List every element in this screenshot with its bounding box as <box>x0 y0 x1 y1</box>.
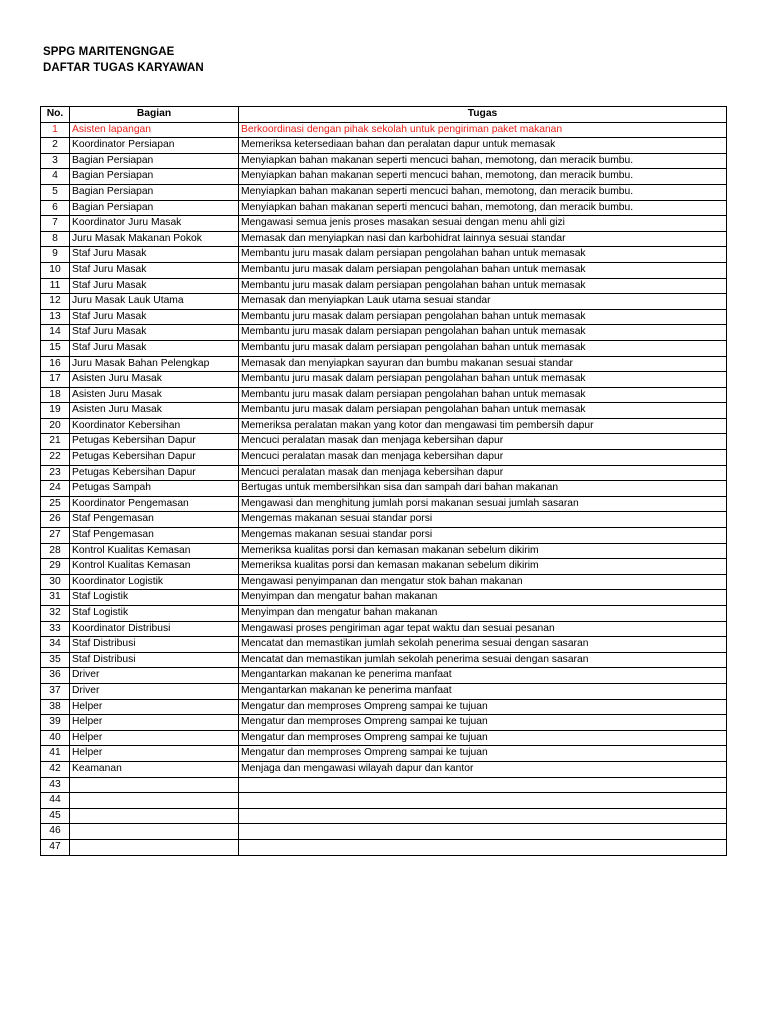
table-row <box>41 403 727 419</box>
table-row <box>41 153 727 169</box>
cell-bagian: Bagian Persiapan <box>70 184 239 200</box>
table-row <box>41 481 727 497</box>
table-row <box>41 543 727 559</box>
cell-no: 14 <box>41 325 70 341</box>
org-name: SPPG MARITENGNGAE <box>43 46 175 58</box>
cell-tugas: Menyiapkan bahan makanan seperti mencuci bahan, memotong, dan meracik bumbu. <box>239 184 727 200</box>
cell-no: 37 <box>41 683 70 699</box>
cell-no: 12 <box>41 294 70 310</box>
cell-tugas: Membantu juru masak dalam persiapan pengolahan bahan untuk memasak <box>239 403 727 419</box>
cell-no: 46 <box>41 824 70 840</box>
cell-tugas: Mengatur dan memproses Ompreng sampai ke tujuan <box>239 746 727 762</box>
cell-tugas: Mengawasi dan menghitung jumlah porsi makanan sesuai jumlah sasaran <box>239 496 727 512</box>
task-rows <box>41 122 727 855</box>
table-row <box>41 559 727 575</box>
cell-tugas: Membantu juru masak dalam persiapan pengolahan bahan untuk memasak <box>239 278 727 294</box>
cell-no: 11 <box>41 278 70 294</box>
cell-bagian: Staf Logistik <box>70 606 239 622</box>
table-row <box>41 262 727 278</box>
cell-bagian <box>70 808 239 824</box>
cell-no: 15 <box>41 340 70 356</box>
table-row <box>41 496 727 512</box>
table-row <box>41 668 727 684</box>
cell-tugas: Memasak dan menyiapkan Lauk utama sesuai standar <box>239 294 727 310</box>
table-row <box>41 652 727 668</box>
cell-bagian: Staf Distribusi <box>70 652 239 668</box>
cell-bagian: Staf Logistik <box>70 590 239 606</box>
cell-no: 16 <box>41 356 70 372</box>
cell-tugas: Mengantarkan makanan ke penerima manfaat <box>239 683 727 699</box>
cell-no: 19 <box>41 403 70 419</box>
table-row <box>41 372 727 388</box>
cell-bagian: Asisten Juru Masak <box>70 372 239 388</box>
cell-bagian: Asisten lapangan <box>70 122 239 138</box>
cell-tugas: Mencuci peralatan masak dan menjaga kebersihan dapur <box>239 465 727 481</box>
table-row <box>41 715 727 731</box>
table-row <box>41 450 727 466</box>
cell-tugas: Mencatat dan memastikan jumlah sekolah penerima sesuai dengan sasaran <box>239 652 727 668</box>
cell-tugas <box>239 808 727 824</box>
table-row <box>41 309 727 325</box>
cell-bagian: Petugas Kebersihan Dapur <box>70 465 239 481</box>
cell-bagian: Staf Pengemasan <box>70 528 239 544</box>
cell-tugas: Menjaga dan mengawasi wilayah dapur dan kantor <box>239 761 727 777</box>
cell-tugas: Memasak dan menyiapkan sayuran dan bumbu makanan sesuai standar <box>239 356 727 372</box>
cell-no: 21 <box>41 434 70 450</box>
cell-tugas: Mengantarkan makanan ke penerima manfaat <box>239 668 727 684</box>
table-row <box>41 574 727 590</box>
cell-tugas: Mencatat dan memastikan jumlah sekolah penerima sesuai dengan sasaran <box>239 637 727 653</box>
cell-tugas <box>239 777 727 793</box>
cell-bagian: Koordinator Persiapan <box>70 138 239 154</box>
cell-no: 6 <box>41 200 70 216</box>
table-row <box>41 465 727 481</box>
cell-no: 29 <box>41 559 70 575</box>
cell-tugas: Menyimpan dan mengatur bahan makanan <box>239 606 727 622</box>
cell-tugas: Mengatur dan memproses Ompreng sampai ke tujuan <box>239 699 727 715</box>
cell-bagian: Staf Distribusi <box>70 637 239 653</box>
table-row <box>41 231 727 247</box>
cell-no: 5 <box>41 184 70 200</box>
cell-bagian: Asisten Juru Masak <box>70 403 239 419</box>
cell-no: 25 <box>41 496 70 512</box>
table-row <box>41 340 727 356</box>
cell-bagian: Staf Juru Masak <box>70 309 239 325</box>
cell-tugas: Memasak dan menyiapkan nasi dan karbohidrat lainnya sesuai standar <box>239 231 727 247</box>
column-header-bagian: Bagian <box>70 107 239 123</box>
cell-tugas: Mengemas makanan sesuai standar porsi <box>239 528 727 544</box>
table-row <box>41 325 727 341</box>
cell-bagian: Staf Juru Masak <box>70 247 239 263</box>
table-row <box>41 512 727 528</box>
cell-no: 41 <box>41 746 70 762</box>
cell-no: 30 <box>41 574 70 590</box>
cell-tugas: Mencuci peralatan masak dan menjaga kebersihan dapur <box>239 450 727 466</box>
cell-tugas: Berkoordinasi dengan pihak sekolah untuk pengiriman paket makanan <box>239 122 727 138</box>
cell-no: 8 <box>41 231 70 247</box>
cell-tugas: Mengawasi semua jenis proses masakan sesuai dengan menu ahli gizi <box>239 216 727 232</box>
table-row <box>41 808 727 824</box>
table-row <box>41 278 727 294</box>
cell-bagian: Keamanan <box>70 761 239 777</box>
cell-tugas <box>239 793 727 809</box>
cell-bagian <box>70 777 239 793</box>
cell-bagian: Petugas Sampah <box>70 481 239 497</box>
cell-tugas: Membantu juru masak dalam persiapan pengolahan bahan untuk memasak <box>239 325 727 341</box>
table-row <box>41 746 727 762</box>
cell-no: 36 <box>41 668 70 684</box>
cell-tugas: Menyiapkan bahan makanan seperti mencuci bahan, memotong, dan meracik bumbu. <box>239 169 727 185</box>
cell-tugas: Bertugas untuk membersihkan sisa dan sampah dari bahan makanan <box>239 481 727 497</box>
cell-tugas: Memeriksa ketersediaan bahan dan peralatan dapur untuk memasak <box>239 138 727 154</box>
cell-tugas <box>239 824 727 840</box>
table-row <box>41 387 727 403</box>
cell-tugas: Membantu juru masak dalam persiapan pengolahan bahan untuk memasak <box>239 340 727 356</box>
cell-bagian: Koordinator Logistik <box>70 574 239 590</box>
table-row <box>41 216 727 232</box>
cell-tugas: Mengatur dan memproses Ompreng sampai ke tujuan <box>239 715 727 731</box>
column-header-no: No. <box>41 107 70 123</box>
cell-bagian: Koordinator Distribusi <box>70 621 239 637</box>
cell-tugas: Membantu juru masak dalam persiapan pengolahan bahan untuk memasak <box>239 309 727 325</box>
task-table <box>40 106 727 856</box>
cell-no: 27 <box>41 528 70 544</box>
cell-tugas: Menyiapkan bahan makanan seperti mencuci bahan, memotong, dan meracik bumbu. <box>239 153 727 169</box>
cell-no: 31 <box>41 590 70 606</box>
table-row <box>41 294 727 310</box>
cell-bagian: Juru Masak Lauk Utama <box>70 294 239 310</box>
cell-no: 28 <box>41 543 70 559</box>
table-row <box>41 839 727 855</box>
table-row <box>41 200 727 216</box>
cell-bagian: Staf Pengemasan <box>70 512 239 528</box>
cell-no: 38 <box>41 699 70 715</box>
cell-bagian: Helper <box>70 699 239 715</box>
cell-no: 9 <box>41 247 70 263</box>
cell-tugas: Mengatur dan memproses Ompreng sampai ke tujuan <box>239 730 727 746</box>
cell-bagian: Kontrol Kualitas Kemasan <box>70 543 239 559</box>
table-row <box>41 730 727 746</box>
cell-bagian: Bagian Persiapan <box>70 200 239 216</box>
cell-tugas: Memeriksa kualitas porsi dan kemasan makanan sebelum dikirim <box>239 559 727 575</box>
table-row <box>41 621 727 637</box>
table-row <box>41 761 727 777</box>
cell-no: 1 <box>41 122 70 138</box>
table-row <box>41 356 727 372</box>
cell-tugas: Menyimpan dan mengatur bahan makanan <box>239 590 727 606</box>
cell-no: 47 <box>41 839 70 855</box>
table-row <box>41 247 727 263</box>
table-row <box>41 169 727 185</box>
cell-tugas: Membantu juru masak dalam persiapan pengolahan bahan untuk memasak <box>239 247 727 263</box>
table-row <box>41 528 727 544</box>
table-header-row <box>41 107 727 123</box>
table-row <box>41 138 727 154</box>
cell-tugas: Menyiapkan bahan makanan seperti mencuci bahan, memotong, dan meracik bumbu. <box>239 200 727 216</box>
cell-tugas: Mengemas makanan sesuai standar porsi <box>239 512 727 528</box>
cell-no: 32 <box>41 606 70 622</box>
cell-bagian: Kontrol Kualitas Kemasan <box>70 559 239 575</box>
cell-no: 4 <box>41 169 70 185</box>
cell-bagian: Helper <box>70 746 239 762</box>
cell-no: 10 <box>41 262 70 278</box>
cell-bagian: Staf Juru Masak <box>70 340 239 356</box>
cell-no: 33 <box>41 621 70 637</box>
cell-bagian: Driver <box>70 683 239 699</box>
cell-bagian <box>70 793 239 809</box>
cell-bagian: Petugas Kebersihan Dapur <box>70 450 239 466</box>
cell-bagian <box>70 824 239 840</box>
table-row <box>41 777 727 793</box>
cell-no: 42 <box>41 761 70 777</box>
cell-tugas <box>239 839 727 855</box>
cell-bagian: Helper <box>70 730 239 746</box>
cell-bagian: Staf Juru Masak <box>70 325 239 341</box>
cell-bagian: Petugas Kebersihan Dapur <box>70 434 239 450</box>
table-row <box>41 606 727 622</box>
cell-no: 18 <box>41 387 70 403</box>
cell-no: 44 <box>41 793 70 809</box>
cell-tugas: Membantu juru masak dalam persiapan pengolahan bahan untuk memasak <box>239 372 727 388</box>
cell-no: 7 <box>41 216 70 232</box>
table-row <box>41 184 727 200</box>
table-row <box>41 590 727 606</box>
column-header-tugas: Tugas <box>239 107 727 123</box>
cell-tugas: Memeriksa peralatan makan yang kotor dan mengawasi tim pembersih dapur <box>239 418 727 434</box>
cell-no: 35 <box>41 652 70 668</box>
table-row <box>41 122 727 138</box>
cell-bagian: Staf Juru Masak <box>70 278 239 294</box>
cell-bagian: Driver <box>70 668 239 684</box>
cell-no: 39 <box>41 715 70 731</box>
cell-no: 22 <box>41 450 70 466</box>
cell-bagian: Bagian Persiapan <box>70 153 239 169</box>
cell-tugas: Mengawasi penyimpanan dan mengatur stok bahan makanan <box>239 574 727 590</box>
table-row <box>41 824 727 840</box>
cell-no: 24 <box>41 481 70 497</box>
cell-no: 20 <box>41 418 70 434</box>
table-row <box>41 699 727 715</box>
cell-bagian: Staf Juru Masak <box>70 262 239 278</box>
cell-tugas: Memeriksa kualitas porsi dan kemasan makanan sebelum dikirim <box>239 543 727 559</box>
table-row <box>41 434 727 450</box>
document-title: DAFTAR TUGAS KARYAWAN <box>43 62 204 74</box>
cell-no: 23 <box>41 465 70 481</box>
cell-bagian: Helper <box>70 715 239 731</box>
cell-bagian: Asisten Juru Masak <box>70 387 239 403</box>
cell-no: 26 <box>41 512 70 528</box>
document-header <box>43 44 204 76</box>
table-row <box>41 683 727 699</box>
cell-no: 45 <box>41 808 70 824</box>
cell-tugas: Membantu juru masak dalam persiapan pengolahan bahan untuk memasak <box>239 387 727 403</box>
cell-no: 3 <box>41 153 70 169</box>
cell-tugas: Mengawasi proses pengiriman agar tepat waktu dan sesuai pesanan <box>239 621 727 637</box>
cell-bagian: Bagian Persiapan <box>70 169 239 185</box>
cell-no: 13 <box>41 309 70 325</box>
cell-bagian <box>70 839 239 855</box>
cell-bagian: Koordinator Pengemasan <box>70 496 239 512</box>
cell-bagian: Juru Masak Makanan Pokok <box>70 231 239 247</box>
cell-bagian: Koordinator Juru Masak <box>70 216 239 232</box>
table-row <box>41 418 727 434</box>
table-row <box>41 793 727 809</box>
table-row <box>41 637 727 653</box>
cell-tugas: Mencuci peralatan masak dan menjaga kebersihan dapur <box>239 434 727 450</box>
cell-tugas: Membantu juru masak dalam persiapan pengolahan bahan untuk memasak <box>239 262 727 278</box>
cell-no: 43 <box>41 777 70 793</box>
cell-no: 40 <box>41 730 70 746</box>
cell-no: 34 <box>41 637 70 653</box>
cell-no: 17 <box>41 372 70 388</box>
cell-bagian: Koordinator Kebersihan <box>70 418 239 434</box>
cell-bagian: Juru Masak Bahan Pelengkap <box>70 356 239 372</box>
cell-no: 2 <box>41 138 70 154</box>
